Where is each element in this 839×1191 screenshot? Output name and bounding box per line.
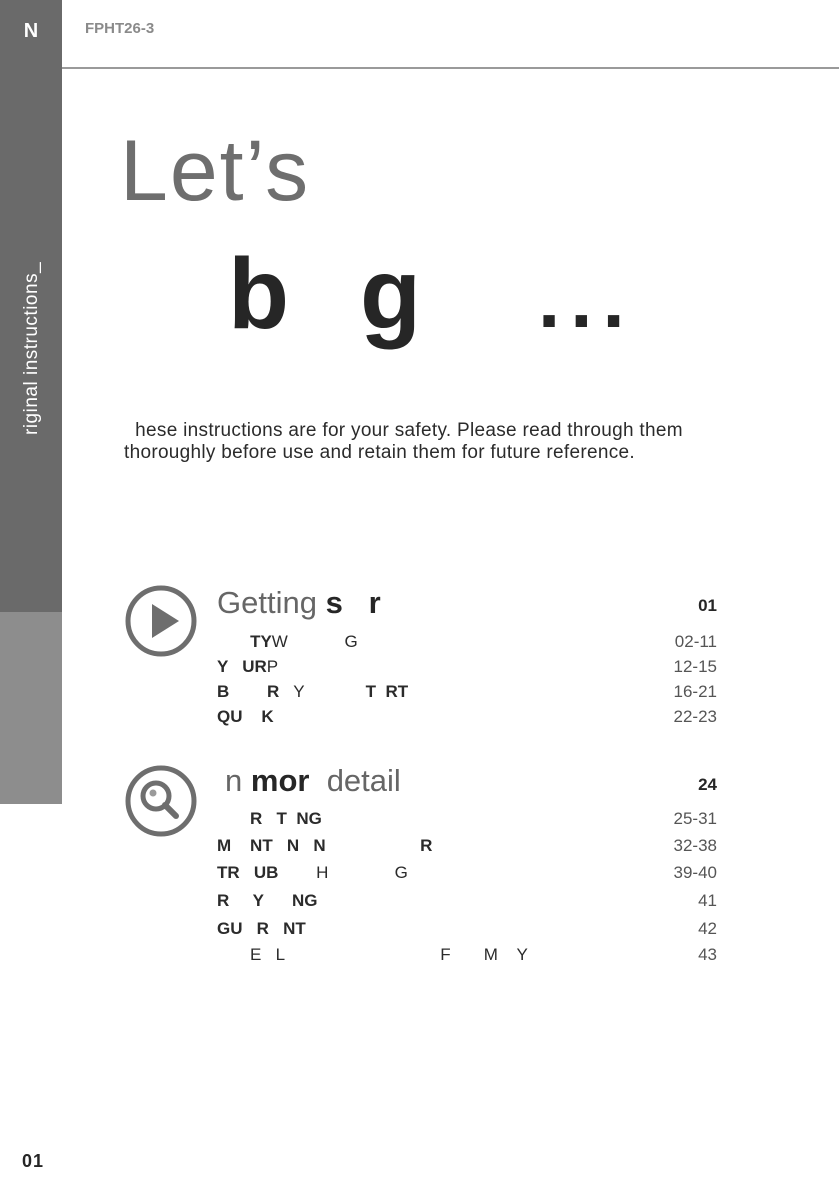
toc-page: 43	[698, 945, 717, 964]
toc-row[interactable]	[217, 863, 717, 885]
toc-label: TR UB H G	[217, 863, 408, 882]
hero-ellipsis: ...	[538, 255, 635, 344]
toc-page: 39-40	[673, 863, 717, 882]
toc-page: 22-23	[673, 707, 717, 726]
toc-label: GU R NT	[217, 919, 306, 938]
language-code: N	[23, 20, 39, 42]
header-divider	[62, 67, 839, 69]
toc-page: 42	[698, 919, 717, 938]
hero-letter-b: b	[228, 238, 290, 350]
toc-label: QU K	[217, 707, 274, 726]
toc-row[interactable]	[217, 836, 717, 858]
magnifier-icon	[124, 764, 198, 838]
section1-heading	[217, 587, 381, 618]
toc-label: B R Y T RT	[217, 682, 409, 701]
toc-label: TYW G	[250, 632, 358, 651]
hero-title-line1: Let’s	[120, 123, 311, 219]
play-icon	[124, 584, 198, 658]
toc-page: 16-21	[673, 682, 717, 701]
section1-title-bold2: r	[368, 585, 381, 620]
intro-text: hese instructions are for your safety. Please read through them thoroughly before use and retain them for future reference.	[124, 420, 683, 463]
toc-page: 32-38	[673, 836, 717, 855]
toc-page: 25-31	[673, 809, 717, 828]
toc-label: R T NG	[217, 809, 322, 828]
toc-row[interactable]	[217, 632, 717, 654]
section1-title-regular: Getting	[217, 585, 317, 620]
toc-row[interactable]	[217, 707, 717, 729]
toc-page: 12-15	[673, 657, 717, 676]
hero-letter-g: g	[360, 238, 422, 350]
model-number: FPHT26-3	[85, 20, 155, 37]
section1-title-bold1: s	[325, 585, 343, 620]
section2-title-regular2: detail	[326, 763, 401, 798]
page-number: 01	[22, 1151, 45, 1171]
toc-row[interactable]	[217, 809, 717, 831]
toc-row[interactable]	[217, 891, 717, 913]
toc-row[interactable]	[217, 919, 717, 941]
toc-row[interactable]	[217, 682, 717, 704]
section2-title-regular1: n	[225, 763, 243, 798]
section2-title-bold: mor	[250, 763, 310, 798]
toc-page: 41	[698, 891, 717, 910]
toc-row[interactable]	[217, 657, 717, 679]
sidebar-light-band	[0, 612, 62, 804]
sidebar-label: riginal instructions_	[21, 261, 42, 435]
section2-page: 24	[698, 775, 717, 794]
toc-row[interactable]	[217, 945, 717, 967]
toc-label: M NT N N R	[217, 836, 433, 855]
toc-label: Y URP	[217, 657, 279, 676]
toc-page: 02-11	[674, 632, 717, 651]
toc-label: E L F M Y	[217, 945, 528, 964]
section2-heading	[225, 765, 401, 796]
intro-paragraph	[124, 420, 724, 464]
toc-label: R Y NG	[217, 891, 318, 910]
section1-page: 01	[698, 596, 717, 615]
